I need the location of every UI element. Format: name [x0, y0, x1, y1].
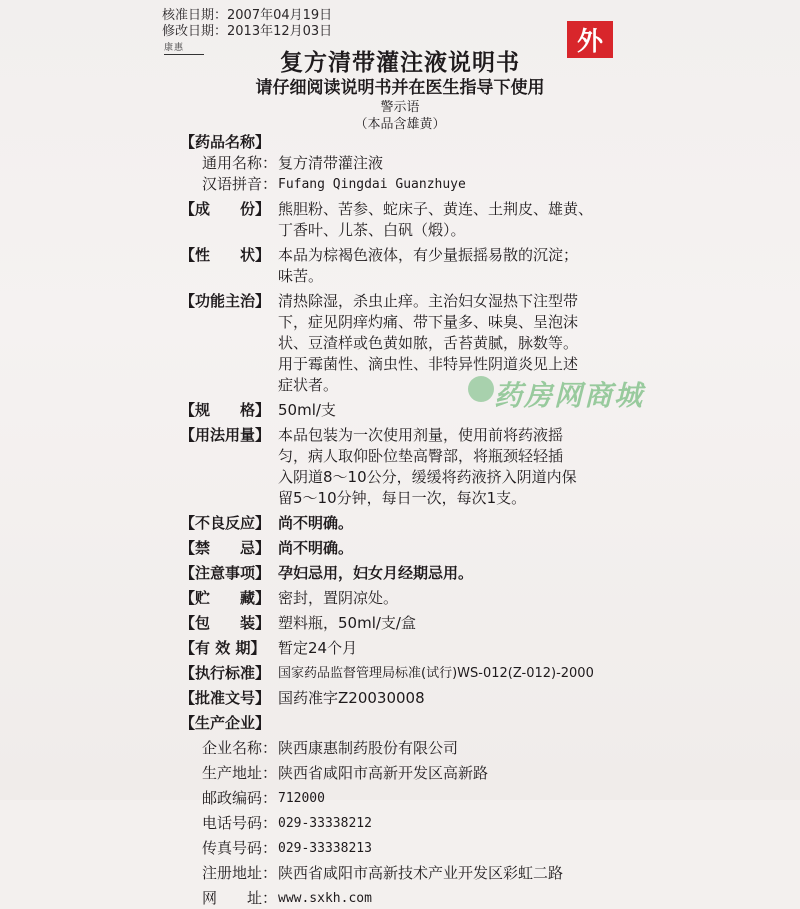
- warning-text: （本品含雄黄）: [354, 117, 446, 132]
- field-label: 通用名称：: [202, 154, 278, 172]
- indications-section: [180, 291, 700, 396]
- validity-value: 暂定24个月: [278, 639, 358, 657]
- precautions-section: [180, 563, 700, 584]
- ingredients-text: [278, 199, 700, 241]
- appearance-section: [180, 245, 700, 287]
- field-label: 注册地址：: [202, 864, 278, 882]
- indications-text: [278, 291, 700, 396]
- standard-section: [180, 663, 700, 684]
- precautions-value: 孕妇忌用，妇女月经期忌用。: [278, 564, 474, 582]
- standard-value: 国家药品监督管理局标准(试行)WS-012(Z-012)-2000: [278, 666, 594, 681]
- text-line: 留5～10分钟，每日一次，每次1支。: [278, 489, 527, 507]
- adverse-section: [180, 513, 700, 534]
- section-label: 【贮 藏】: [180, 589, 271, 607]
- pinyin-row: [180, 174, 700, 195]
- fax-row: [180, 838, 700, 859]
- revision-date: 修改日期：2013年12月03日: [162, 24, 333, 39]
- company-row: [180, 738, 700, 759]
- section-label: 【药品名称】: [180, 133, 271, 151]
- section-label: 【不良反应】: [180, 514, 271, 532]
- section-label: 【生产企业】: [180, 714, 271, 732]
- contraindications-section: [180, 538, 700, 559]
- field-label: 电话号码：: [202, 814, 278, 832]
- reg-address-row: [180, 863, 700, 884]
- warning-label: 警示语: [380, 100, 420, 115]
- drug-name-section: [180, 132, 700, 153]
- text-line: 状、豆渣样或色黄如脓，舌苔黄腻，脉数等。: [278, 334, 579, 352]
- spec-section: [180, 400, 700, 421]
- company-name: 陕西康惠制药股份有限公司: [278, 739, 459, 757]
- external-use-badge: 外: [567, 21, 613, 58]
- text-line: 匀，病人取仰卧位垫高臀部，将瓶颈轻轻插: [278, 447, 564, 465]
- section-label: 【成 份】: [180, 200, 271, 218]
- generic-name-row: [180, 153, 700, 174]
- field-label: 邮政编码：: [202, 789, 278, 807]
- website-url: www.sxkh.com: [278, 891, 372, 906]
- usage-section: [180, 425, 700, 509]
- text-line: 本品为棕褐色液体，有少量振摇易散的沉淀；: [278, 246, 579, 264]
- phone-number: 029-33338212: [278, 816, 372, 831]
- text-line: 症状者。: [278, 376, 339, 394]
- pinyin-name: Fufang Qingdai Guanzhuye: [278, 177, 466, 192]
- package-value: 塑料瓶，50ml/支/盒: [278, 614, 416, 632]
- field-label: 汉语拼音：: [202, 175, 278, 193]
- storage-section: [180, 588, 700, 609]
- postcode: 712000: [278, 791, 325, 806]
- approval-section: [180, 688, 700, 709]
- text-line: 丁香叶、儿茶、白矾（煅）。: [278, 221, 466, 239]
- text-line: 下，症见阴痒灼痛、带下量多、味臭、呈泡沫: [278, 313, 579, 331]
- website-row: [180, 888, 700, 909]
- leaflet-body: [180, 128, 700, 909]
- production-address: 陕西省咸阳市高新开发区高新路: [278, 764, 489, 782]
- generic-name: 复方清带灌注液: [278, 154, 384, 172]
- section-label: 【禁 忌】: [180, 539, 271, 557]
- section-label: 【性 状】: [180, 246, 271, 264]
- approval-value: 国药准字Z20030008: [278, 689, 425, 707]
- section-label: 【注意事项】: [180, 564, 271, 582]
- appearance-text: [278, 245, 700, 287]
- watermark: 药房网商城: [494, 379, 645, 412]
- phone-row: [180, 813, 700, 834]
- text-line: 熊胆粉、苦参、蛇床子、黄连、土荆皮、雄黄、: [278, 200, 594, 218]
- date-block: [162, 8, 332, 40]
- postcode-row: [180, 788, 700, 809]
- field-label: 生产地址：: [202, 764, 278, 782]
- registered-address: 陕西省咸阳市高新技术产业开发区彩虹二路: [278, 864, 564, 882]
- validity-section: [180, 638, 700, 659]
- section-label: 【规 格】: [180, 401, 271, 419]
- field-label: 网 址：: [202, 889, 278, 907]
- spec-value: 50ml/支: [278, 401, 336, 419]
- manufacturer-section: [180, 713, 700, 734]
- fax-number: 029-33338213: [278, 841, 372, 856]
- adverse-value: 尚不明确。: [278, 514, 354, 532]
- ingredients-section: [180, 199, 700, 241]
- document-subtitle: 请仔细阅读说明书并在医生指导下使用: [255, 78, 545, 98]
- field-label: 企业名称：: [202, 739, 278, 757]
- text-line: 味苦。: [278, 267, 324, 285]
- section-label: 【执行标准】: [180, 664, 271, 682]
- section-label: 【有 效 期】: [180, 639, 266, 657]
- document-title: 复方清带灌注液说明书: [280, 50, 520, 76]
- text-line: 清热除湿，杀虫止痒。主治妇女湿热下注型带: [278, 292, 579, 310]
- storage-value: 密封，置阴凉处。: [278, 589, 399, 607]
- section-label: 【批准文号】: [180, 689, 271, 707]
- section-label: 【包 装】: [180, 614, 271, 632]
- usage-text: [278, 425, 700, 509]
- package-section: [180, 613, 700, 634]
- text-line: 用于霉菌性、滴虫性、非特异性阴道炎见上述: [278, 355, 579, 373]
- contraindications-value: 尚不明确。: [278, 539, 354, 557]
- field-label: 传真号码：: [202, 839, 278, 857]
- company-logo: 康惠: [164, 40, 204, 55]
- text-line: 入阴道8～10公分，缓缓将药液挤入阴道内保: [278, 468, 577, 486]
- section-label: 【功能主治】: [180, 292, 271, 310]
- section-label: 【用法用量】: [180, 426, 271, 444]
- approval-date: 核准日期：2007年04月19日: [162, 8, 333, 23]
- text-line: 本品包装为一次使用剂量，使用前将药液摇: [278, 426, 564, 444]
- address-row: [180, 763, 700, 784]
